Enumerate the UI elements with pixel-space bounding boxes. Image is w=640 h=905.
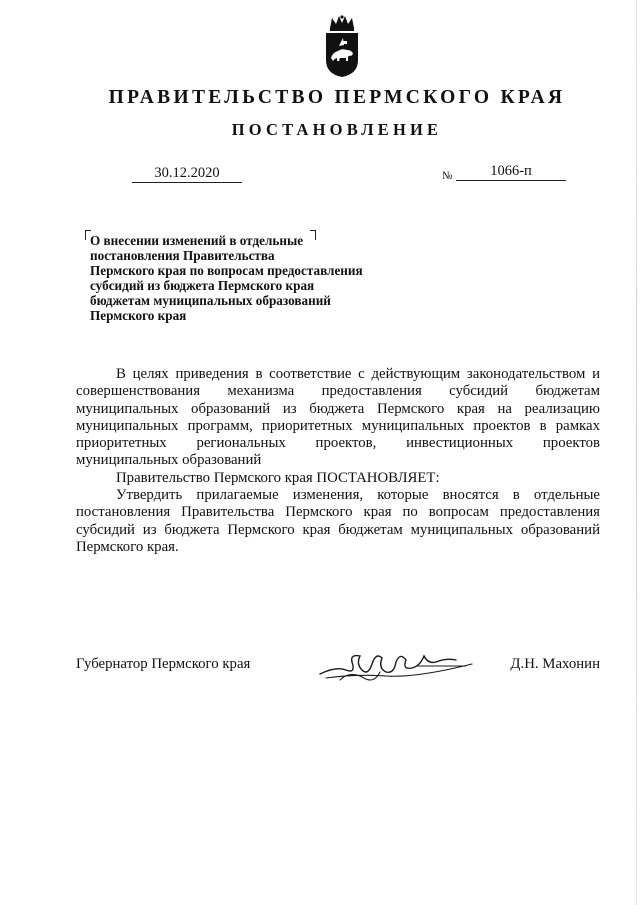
decision-paragraph: Утвердить прилагаемые изменения, которые вносятся в отдельные постановления Правительства Пермского края по вопросам предоставления субсидий из бюджета Пермского края бюджетам муниципальных образований Пермского края. (76, 487, 600, 555)
document-subject (90, 233, 420, 323)
document-date: 30.12.2020 (132, 164, 242, 183)
signatory-position: Губернатор Пермского края (76, 656, 251, 672)
subject-line: бюджетам муниципальных образований (90, 293, 331, 308)
subject-line: Пермского края (90, 308, 187, 323)
signatory-name: Д.Н. Махонин (510, 656, 600, 672)
document-body (76, 366, 600, 556)
subject-line: субсидий из бюджета Пермского края (90, 278, 315, 293)
subject-line: Пермского края по вопросам предоставления (90, 263, 363, 278)
handwritten-signature-icon (316, 644, 476, 686)
preamble-paragraph: В целях приведения в соответствие с действующим законодательством и совершенствования механизма предоставления субсидий бюджетам муниципальных образований из бюджета Пермского края на реализацию муниципальных программ, приоритетных муниципальных проектов в рамках приоритетных региональных проектов, инвестиционных проектов муниципальных образований (76, 366, 600, 469)
signature-block (76, 656, 600, 696)
government-title: ПРАВИТЕЛЬСТВО ПЕРМСКОГО КРАЯ (108, 87, 566, 108)
document-number: 1066-п (456, 162, 566, 181)
number-sign: № (442, 170, 453, 182)
document-type: ПОСТАНОВЛЕНИЕ (231, 120, 443, 139)
subject-line: О внесении изменений в отдельные (90, 233, 304, 248)
subject-line: постановления Правительства (90, 248, 275, 263)
resolution-paragraph: Правительство Пермского края ПОСТАНОВЛЯЕТ: (116, 469, 440, 486)
coat-of-arms-icon (322, 14, 362, 78)
